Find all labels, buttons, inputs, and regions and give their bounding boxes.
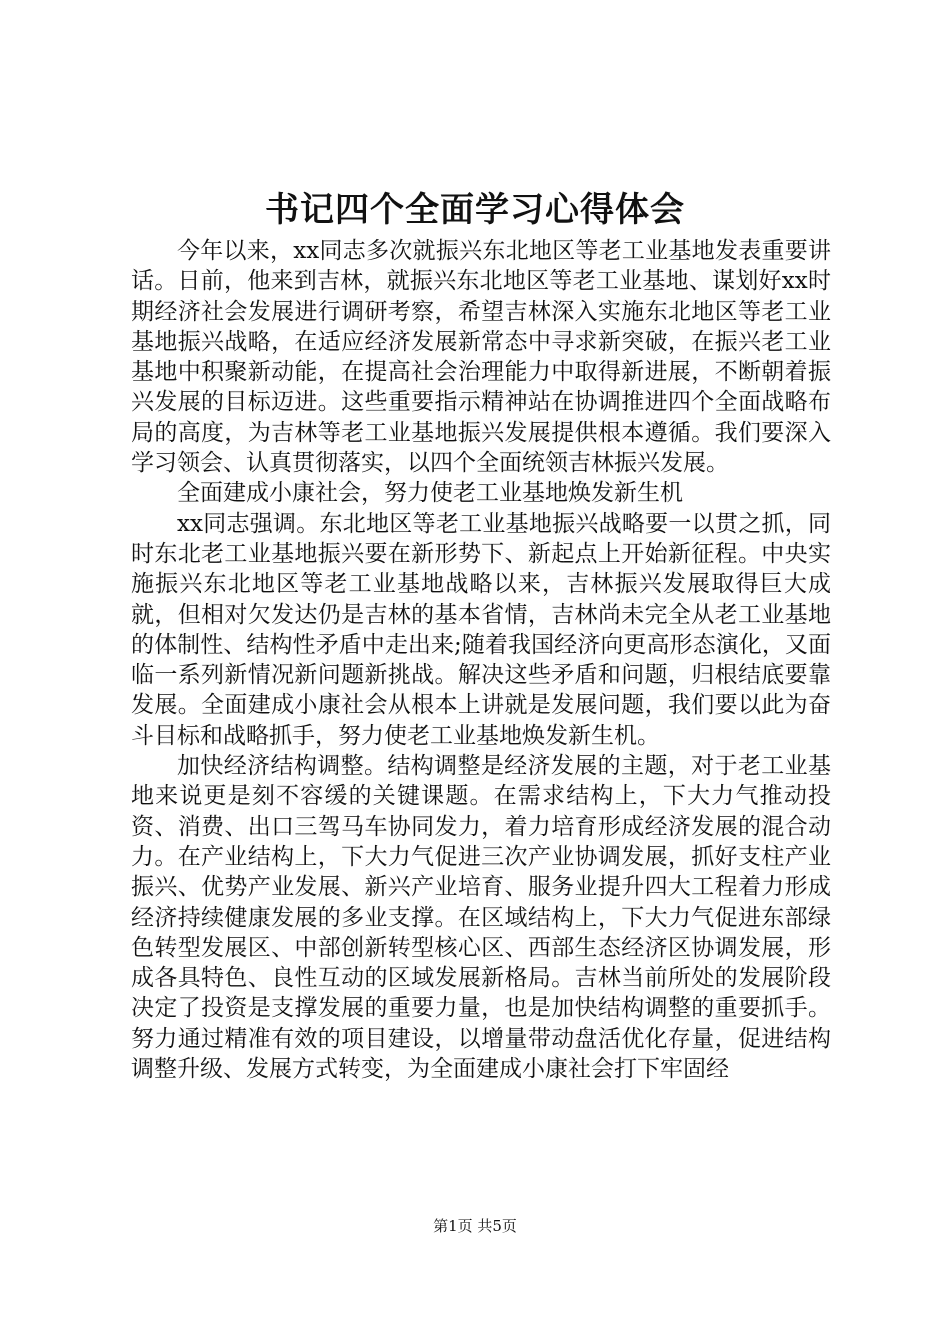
paragraph-intro: 今年以来，xx同志多次就振兴东北地区等老工业基地发表重要讲话。日前，他来到吉林，就振兴东北地区等老工业基地、谋划好xx时期经济社会发展进行调研考察，希望吉林深入实施东北地区等老工业基地振兴战略，在适应经济发展新常态中寻求新突破，在振兴老工业基地中积聚新动能，在提高社会治理能力中取得新进展，不断朝着振兴发展的目标迈进。这些重要指示精神站在协调推进四个全面战略布局的高度，为吉林等老工业基地振兴发展提供根本遵循。我们要深入学习领会、认真贯彻落实，以四个全面统领吉林振兴发展。 (131, 238, 831, 477)
paragraph-heading: 全面建成小康社会，努力使老工业基地焕发新生机 (177, 480, 683, 507)
paragraph-development: xx同志强调。东北地区等老工业基地振兴战略要一以贯之抓，同时东北老工业基地振兴要在新形势下、新起点上开始新征程。中央实施振兴东北地区等老工业基地战略以来，吉林振兴发展取得巨大成就，但相对欠发达仍是吉林的基本省情，吉林尚未完全从老工业基地的体制性、结构性矛盾中走出来;随着我国经济向更高形态演化，又面临一系列新情况新问题新挑战。解决这些矛盾和问题，归根结底要靠发展。全面建成小康社会从根本上讲就是发展问题，我们要以此为奋斗目标和战略抓手，努力使老工业基地焕发新生机。 (131, 510, 831, 749)
document-body (131, 236, 831, 1084)
paragraph-structure: 加快经济结构调整。结构调整是经济发展的主题，对于老工业基地来说更是刻不容缓的关键课题。在需求结构上，下大力气推动投资、消费、出口三驾马车协同发力，着力培育形成经济发展的混合动力。在产业结构上，下大力气促进三次产业协调发展，抓好支柱产业振兴、优势产业发展、新兴产业培育、服务业提升四大工程着力形成经济持续健康发展的多业支撑。在区域结构上，下大力气促进东部绿色转型发展区、中部创新转型核心区、西部生态经济区协调发展，形成各具特色、良性互动的区域发展新格局。吉林当前所处的发展阶段决定了投资是支撑发展的重要力量，也是加快结构调整的重要抓手。努力通过精准有效的项目建设，以增量带动盘活优化存量，促进结构调整升级、发展方式转变，为全面建成小康社会打下牢固经 (131, 753, 831, 1083)
page-number: 第1页 共5页 (433, 1217, 517, 1235)
document-title: 书记四个全面学习心得体会 (265, 190, 685, 230)
